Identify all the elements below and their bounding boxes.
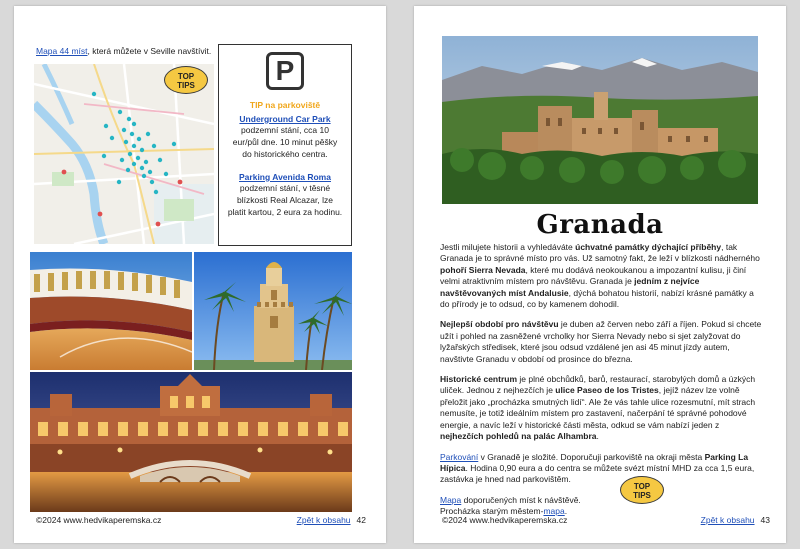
footer-copyright-42: ©2024 www.hedvikaperemska.cz bbox=[36, 515, 162, 525]
text: Procházka starým městem- bbox=[440, 506, 544, 517]
highlight: Parking La Hípica bbox=[440, 451, 749, 473]
text: , které mu dodává neokoukanou a impozantní kulisu, ji činí velmi atraktivním místem pro návštěvu. Granada je bbox=[440, 264, 747, 287]
top-tips-line1: TOP bbox=[177, 72, 195, 81]
text: . Hodina 0,90 eura a do centra se můžete svézt místní MHD za cca 1,5 eura, zastávka je hned nad parkovištěm. bbox=[440, 462, 755, 485]
underground-car-park-link[interactable]: Underground Car Park bbox=[239, 114, 331, 124]
top-tips-line2: TIPS bbox=[177, 81, 195, 90]
highlight: nejhezčích pohledů na palác Alhambra bbox=[440, 431, 597, 442]
text: v Granadě je složité. Doporučuji parkoviště na okraji města bbox=[478, 451, 705, 462]
top-tips-line1: TOP bbox=[633, 482, 651, 491]
back-to-contents-link[interactable]: Zpět k obsahu bbox=[296, 515, 351, 525]
text: , tak Granada je to správné místo pro vás. Už samotný fakt, že leží v blízkosti nádherného bbox=[440, 242, 760, 264]
map-link[interactable]: Mapa 44 míst bbox=[36, 46, 88, 56]
parking-icon: P bbox=[266, 52, 304, 90]
parking-tip-title: TIP na parkoviště bbox=[249, 100, 321, 110]
plaza-graphic bbox=[30, 372, 352, 512]
footer-nav-43 bbox=[701, 515, 770, 525]
highlight: pohoří Sierra Nevada bbox=[440, 264, 526, 275]
footer-nav-42 bbox=[297, 515, 366, 525]
bullring-photo bbox=[30, 252, 192, 370]
top-tips-line2: TIPS bbox=[633, 491, 651, 500]
parking-tip-box bbox=[218, 44, 352, 246]
parking-avenida-roma-text: podzemní stání, v těsné blízkosti Real Alcazar, lze platit kartou, 2 eura za hodinu. bbox=[227, 183, 343, 217]
highlight: ulice Paseo de los Tristes bbox=[555, 385, 659, 396]
text: , jejíž název lze volně přeložit jako „procházka smutných lidí“. Ale že vás tahle ulice rozesmutní, mít strach nemusíte, je totiž ideálním místem pro zastavení, načerpání té správné pohodové energie, a navíc leží v historické části města, odkud se vám nabízí jeden z bbox=[440, 385, 756, 430]
old-town-map-link[interactable]: mapa bbox=[543, 506, 565, 517]
top-tips-badge-43 bbox=[620, 476, 664, 504]
back-to-contents-link-43[interactable]: Zpět k obsahu bbox=[700, 515, 755, 525]
footer-copyright-43: ©2024 www.hedvikaperemska.cz bbox=[442, 515, 568, 525]
paragraph-intro bbox=[440, 242, 762, 310]
bullring-graphic bbox=[30, 252, 192, 370]
text: doporučených míst k návštěvě. bbox=[461, 494, 581, 505]
paragraph-best-time bbox=[440, 319, 762, 365]
paragraph-historic-centre bbox=[440, 374, 762, 442]
granada-article bbox=[440, 242, 762, 527]
page-number-43: 43 bbox=[760, 515, 770, 525]
recommended-map-link[interactable]: Mapa bbox=[440, 494, 462, 505]
text: . bbox=[564, 506, 568, 517]
text: Jestli milujete historii a vyhledáváte bbox=[440, 242, 576, 252]
underground-car-park-text: podzemní stání, cca 10 eur/půl dne. 10 minut pěšky do historického centra. bbox=[232, 125, 338, 159]
plaza-de-espana-photo bbox=[30, 372, 352, 512]
highlight: Nejlepší období pro návštěvu bbox=[440, 319, 559, 330]
parking-avenida-roma-link[interactable]: Parking Avenida Roma bbox=[239, 172, 331, 182]
highlight: úchvatné památky dýchající příběhy bbox=[575, 242, 722, 252]
text: . bbox=[596, 431, 599, 442]
tower-graphic bbox=[194, 252, 352, 370]
highlight: jedním z nejvíce navštěvovaných míst Andalusie bbox=[440, 276, 700, 298]
text: , dýchá bohatou historií, nabízí krásné památky a do přírody je to odsud, co by kamenem dohodil. bbox=[440, 287, 754, 310]
alhambra-graphic bbox=[442, 36, 758, 204]
top-tips-badge bbox=[164, 66, 208, 94]
text: je plné obchůdků, barů, restaurací, starobylých domů a úzkých uliček. Jednou z nejhezčích je bbox=[440, 374, 756, 396]
alhambra-photo bbox=[442, 36, 758, 204]
granada-title: Granada bbox=[536, 210, 664, 240]
map-intro bbox=[36, 46, 226, 56]
parking-link[interactable]: Parkování bbox=[440, 451, 479, 462]
paragraph-parking bbox=[440, 452, 762, 486]
page-number-42: 42 bbox=[356, 515, 366, 525]
torre-del-oro-photo bbox=[194, 252, 352, 370]
text: je duben až červen nebo září a říjen. Pokud si chcete užít i pohled na zasněžené vrcholky hor Sierra Nevady nebo si sjet zalyžovat do lyžařských středisek, které jsou odsud vzdálené jen asi 45 minut jízdy autem, navštivte Granadu v období od prosince do března. bbox=[440, 319, 762, 364]
map-intro-text: , která můžete v Seville navštívit. bbox=[87, 46, 212, 56]
page-43 bbox=[414, 6, 786, 543]
page-42 bbox=[14, 6, 386, 543]
highlight: Historické centrum bbox=[440, 374, 517, 385]
